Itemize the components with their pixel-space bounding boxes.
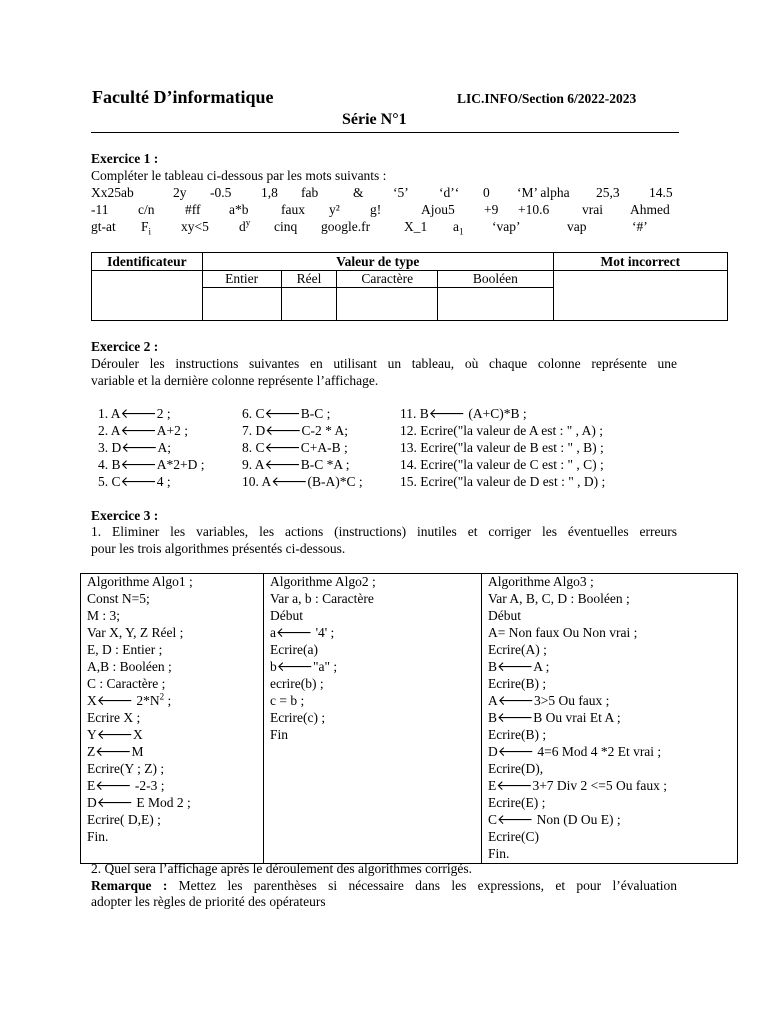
algo-line: b🡐"a" ; [270,659,338,674]
word: 1,8 [261,185,278,200]
word: ‘M’ alpha [517,185,570,200]
algo3-cell [482,574,738,864]
word: gt-at [91,219,116,234]
algo-line: C : Caractère ; [87,676,166,691]
algo-line: ecrire(b) ; [270,676,324,691]
ex3-title: Exercice 3 : [91,508,159,523]
algo-line: Début [270,608,303,623]
word: ‘d’‘ [439,185,460,200]
algo-line: C🡐 Non (D Ou E) ; [488,812,621,827]
algo-line: Ecrire(A) ; [488,642,547,657]
word: vrai [582,202,603,217]
algo-line: Ecrire(Y ; Z) ; [87,761,165,776]
instruction: 12. Ecrire("la valeur de A est : " , A) ; [400,423,603,438]
instruction: 1. A🡐2 ; [98,406,171,421]
header-divider [91,132,679,133]
instruction: 9. A🡐B-C *A ; [242,457,350,472]
instruction: 11. B🡐 (A+C)*B ; [400,406,527,421]
col-valeur-type: Valeur de type [202,253,553,271]
algo-line: Algorithme Algo1 ; [87,574,193,589]
algo-line: Fin. [87,829,109,844]
algo-line: Var X, Y, Z Réel ; [87,625,184,640]
algo-line: A,B : Booléen ; [87,659,172,674]
ex3-text-2: pour les trois algorithmes présentés ci-dessous. [91,541,346,556]
word: Ajou5 [421,202,455,217]
algo-line: Var A, B, C, D : Booléen ; [488,591,630,606]
remark-text: Mettez les parenthèses si nécessaire dans les expressions, et pour l’évaluation [167,878,677,893]
word: a*b [229,202,249,217]
instruction: 2. A🡐A+2 ; [98,423,188,438]
algo-line: Ecrire(B) ; [488,727,547,742]
word: cinq [274,219,298,234]
algo-line: Fin. [488,846,510,861]
instructions-col-2 [242,405,363,490]
algo-line: c = b ; [270,693,305,708]
series-title: Série N°1 [342,111,407,128]
instructions-col-1 [98,405,204,490]
cell-entier[interactable] [202,288,281,321]
instruction: 15. Ecrire("la valeur de D est : " , D) ; [400,474,606,489]
algo-line: B🡐B Ou vrai Et A ; [488,710,621,725]
word: 14.5 [649,185,673,200]
ex2-text-2: variable et la dernière colonne représente l’affichage. [91,373,379,388]
algo-line: Début [488,608,521,623]
algo-line: Algorithme Algo3 ; [488,574,594,589]
ex1-instruction: Compléter le tableau ci-dessous par les mots suivants : [91,168,387,183]
word: google.fr [321,219,371,234]
algo-line: M : 3; [87,608,121,623]
algo-line: Ecrire(E) ; [488,795,546,810]
word: 25,3 [596,185,620,200]
col-entier: Entier [202,271,281,288]
word: +10.6 [518,202,550,217]
ex2-text-1: Dérouler les instructions suivantes en utilisant un tableau, où chaque colonne représente une [91,356,677,371]
word: $F_i$ [141,219,152,237]
col-booleen: Booléen [438,271,554,288]
algo-line: A🡐3>5 Ou faux ; [488,693,610,708]
cell-identificateur[interactable] [92,271,203,321]
word: ‘#’ [632,219,648,234]
word: ‘5’ [393,185,409,200]
word: faux [281,202,305,217]
ex1-title: Exercice 1 : [91,151,159,166]
word: 0 [483,185,490,200]
word: ‘vap’ [492,219,521,234]
algo-line: Const N=5; [87,591,150,606]
word: vap [567,219,587,234]
word: -11 [91,202,109,217]
section-label: LIC.INFO/Section 6/2022-2023 [457,91,637,106]
word: Xx25ab [91,185,134,200]
type-table [91,252,728,321]
col-mot-incorrect: Mot incorrect [553,253,727,271]
cell-caractere[interactable] [337,288,438,321]
algorithms-table [80,573,738,864]
algo-line: D🡐 4=6 Mod 4 *2 Et vrai ; [488,744,662,759]
word: xy<5 [181,219,209,234]
col-identificateur: Identificateur [92,253,203,271]
instruction: 8. C🡐C+A-B ; [242,440,348,455]
algo-line: E🡐3+7 Div 2 <=5 Ou faux ; [488,778,668,793]
algo-line: Ecrire( D,E) ; [87,812,161,827]
instruction: 4. B🡐A*2+D ; [98,457,205,472]
algo-line: Fin [270,727,289,742]
cell-mot-incorrect[interactable] [553,271,727,321]
word: c/n [138,202,155,217]
ex1-words-row-3 [91,219,677,236]
instruction: 10. A🡐(B-A)*C ; [242,474,363,489]
algo-line: Ecrire(a) [270,642,318,657]
word: #ff [185,202,201,217]
word: y² [329,202,340,217]
algo-line: E, D : Entier ; [87,642,163,657]
word: g! [370,202,382,217]
col-reel: Réel [281,271,337,288]
instructions-col-3 [400,405,605,490]
faculty-title: Faculté D’informatique [92,87,274,107]
algo-line: D🡐 E Mod 2 ; [87,795,191,810]
ex2-title: Exercice 2 : [91,339,159,354]
word: & [353,185,364,200]
remark-line-2: adopter les règles de priorité des opérateurs [91,894,326,909]
word: fab [301,185,319,200]
word: $a_1$ [453,219,464,237]
word: 2y [173,185,187,200]
instruction: 13. Ecrire("la valeur de B est : " , B) ; [400,440,604,455]
ex3-question-2: 2. Quel sera l’affichage après le déroulement des algorithmes corrigés. [91,861,472,876]
algo-line: Z🡐M [87,744,144,759]
algo-line: Ecrire X ; [87,710,141,725]
ex3-text-1: 1. Eliminer les variables, les actions (instructions) inutiles et corriger les éventuelles erreurs [91,524,677,539]
ex1-words-row-1 [91,185,677,202]
remark-line-1 [91,877,677,894]
instruction: 14. Ecrire("la valeur de C est : " , C) ; [400,457,604,472]
algo-line: X🡐 $2*N^2$ ; [87,691,172,708]
word: X_1 [404,219,428,234]
instruction: 7. D🡐C-2 * A; [242,423,348,438]
instruction: 3. D🡐A; [98,440,171,455]
word: +9 [484,202,499,217]
algo-line: a🡐 '4' ; [270,625,335,640]
remark-label: Remarque : [91,878,168,893]
instruction: 5. C🡐4 ; [98,474,171,489]
algo-line: Var a, b : Caractère [270,591,374,606]
algo2-cell [264,574,482,864]
algo-line: Ecrire(c) ; [270,710,326,725]
word: $d^y$ [239,217,251,234]
cell-reel[interactable] [281,288,337,321]
algo-line: Algorithme Algo2 ; [270,574,376,589]
algo1-cell [81,574,264,864]
word: Ahmed [630,202,670,217]
algo-line: Ecrire(C) [488,829,539,844]
algo-line: Ecrire(D), [488,761,544,776]
algo-line: A= Non faux Ou Non vrai ; [488,625,638,640]
algo-line: Ecrire(B) ; [488,676,547,691]
algo-line: B🡐A ; [488,659,550,674]
word: -0.5 [210,185,232,200]
col-caractere: Caractère [337,271,438,288]
algo-line: Y🡐X [87,727,143,742]
instruction: 6. C🡐B-C ; [242,406,331,421]
algo-line: E🡐 -2-3 ; [87,778,165,793]
cell-booleen[interactable] [438,288,554,321]
ex1-words-row-2 [91,202,677,219]
